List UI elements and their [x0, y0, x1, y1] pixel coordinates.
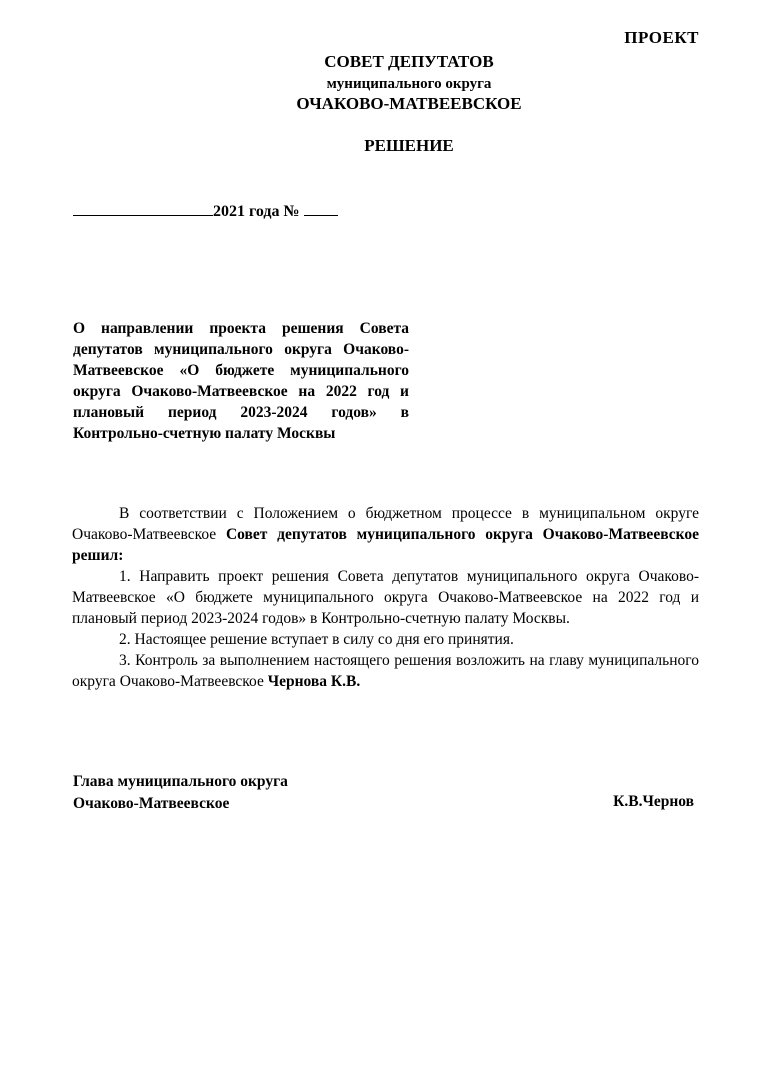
date-blank: [73, 200, 213, 216]
signature-title: [73, 771, 288, 815]
item-3-text: 3. Контроль за выполнением настоящего решения возложить на главу муниципального округа Очаково-Матвеевское: [72, 652, 699, 690]
signature-title-line2: Очаково-Матвеевское: [73, 795, 230, 812]
draft-stamp: ПРОЕКТ: [624, 28, 699, 47]
item-1: [72, 566, 699, 629]
item-2-text: 2. Настоящее решение вступает в силу со дня его принятия.: [119, 631, 514, 648]
item-2: [72, 629, 699, 650]
signature-title-line1: Глава муниципального округа: [73, 773, 288, 790]
date-number-line: [73, 200, 338, 221]
item-1-text: 1. Направить проект решения Совета депутатов муниципального округа Очаково-Матвеевское «О бюджете муниципального округа Очаково-Матвеевское на 2022 год и плановый период 2023-2024 годов» в Контрольно-счетную палату Москвы.: [72, 568, 699, 627]
number-blank: [304, 200, 338, 216]
item-3-bold: Чернова К.В.: [267, 673, 361, 690]
district-name: ОЧАКОВО-МАТВЕЕВСКОЕ: [296, 94, 522, 113]
decision-body: [72, 503, 699, 692]
document-type: РЕШЕНИЕ: [364, 136, 454, 155]
council-title: СОВЕТ ДЕПУТАТОВ: [324, 52, 494, 71]
signature-name: К.В.Чернов: [613, 793, 694, 810]
date-line-text: 2021 года №: [213, 203, 300, 220]
item-3: [72, 650, 699, 692]
preamble-bold: Совет депутатов муниципального округа Очаково-Матвеевское решил:: [72, 526, 699, 564]
preamble-paragraph: [72, 503, 699, 566]
district-type: муниципального округа: [326, 76, 492, 92]
decision-subject: О направлении проекта решения Совета депутатов муниципального округа Очаково-Матвеевское «О бюджете муниципального округа Очаково-Матвеевское на 2022 год и плановый период 2023-2024 годов» в Контрольно-счетную палату Москвы: [73, 320, 409, 442]
preamble-text: В соответствии с Положением о бюджетном процессе в муниципальном округе Очаково-Матвеевское: [72, 505, 699, 543]
